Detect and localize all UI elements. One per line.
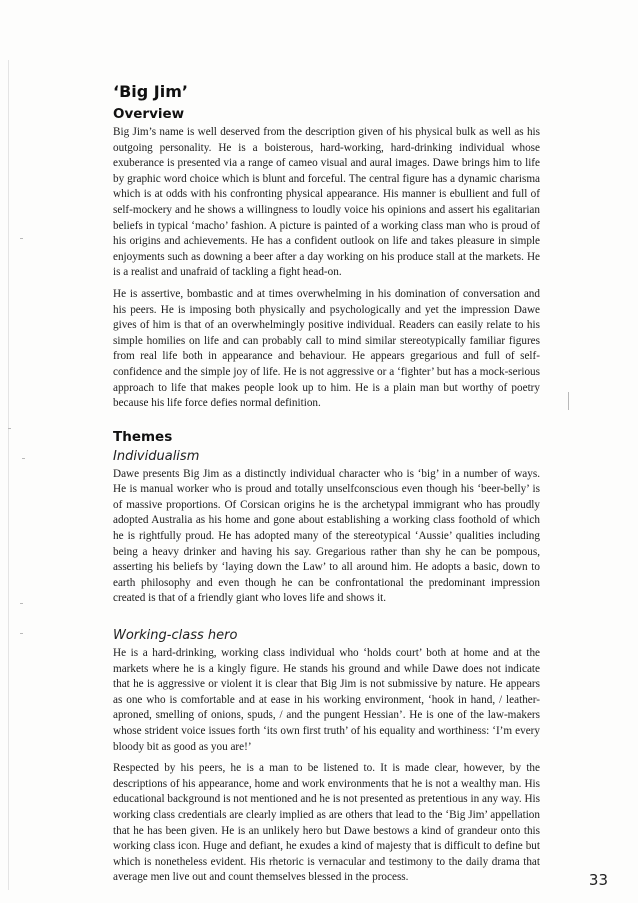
overview-heading: Overview: [113, 106, 185, 122]
working-class-hero-paragraph-2: Respected by his peers, he is a man to be listened to. It is made clear, however, by the descriptions of his appearance, home and work environments that he is not a wealthy man. His educational background is not mentioned and he is not presented as pretentious in any way. His working class credentials are clearly implied as are others that lead to the ‘Big Jim’ appellation that he has been given. He is an unlikely hero but Dawe bestows a kind of grandeur onto this working class icon. Huge and defiant, he exudes a kind of majesty that is difficult to define but which is nonetheless evident. His rhetoric is vernacular and testimony to the daily drama that average men live out and count themselves blessed in the process.: [113, 762, 540, 884]
overview-paragraph-2: He is assertive, bombastic and at times overwhelming in his domination of conversation and his peers. He is imposing both physically and psychologically and yet the impression Dawe gives of him is that of an overwhelmingly positive individual. Readers can easily relate to his simple homilies on life and can probably call to mind similar stereotypically familiar figures from real life both in appearance and behaviour. He appears gregarious and full of self-confidence and the simple joy of life. He is not aggressive or a ‘fighter’ but has a mock-serious approach to life that makes people look up to him. He is a plain man but worthy of poetry because his life force defies normal definition.: [113, 287, 540, 410]
page-number: 33: [588, 871, 608, 889]
scan-speck: [22, 458, 25, 459]
page-title: ‘Big Jim’: [113, 82, 188, 101]
overview-paragraph-1: Big Jim’s name is well deserved from the description given of his physical bulk as well as his outgoing personality. He is a boisterous, hard-working, hard-drinking individual whose exuberance is presented via a range of cameo visual and aural images. Dawe brings him to life by graphic word choice which is blunt and forceful. The central figure has a dynamic charisma which is at odds with his confronting physical appearance. His manner is ebullient and full of self-mockery and he shows a willingness to loudly voice his opinions and assert his egalitarian beliefs in typical ‘macho’ fashion. A picture is painted of a working class man who is proud of his origins and achievements. He has a confident outlook on life and takes pleasure in simple enjoyments such as downing a beer after a day working on his produce stall at the markets. He is a realist and unafraid of tackling a fight head-on.: [113, 126, 540, 279]
scan-speck: [20, 238, 23, 239]
individualism-heading: Individualism: [113, 448, 200, 464]
individualism-paragraph-1: Dawe presents Big Jim as a distinctly individual character who is ‘big’ in a number of ways. He is manual worker who is proud and totally unselfconscious even though his ‘beer-belly’ is of massive proportions. Of Corsican origins he is the archetypal immigrant who has proudly adopted Australia as his home and gone about establishing a working class foothold of which he is rightfully proud. He has adopted many of the stereotypical ‘Aussie’ qualities including being a heavy drinker and having his say. Gregarious rather than shy he can be pompous, asserting his beliefs by ‘laying down the Law’ to all around him. He adopts a basic, down to earth philosophy and even though he can be confrontational the predominant impression created is that of a friendly giant who loves life and shows it.: [113, 467, 540, 605]
scan-edge-line: [8, 60, 9, 890]
document-content: [113, 82, 540, 892]
scan-speck: [568, 392, 569, 410]
scan-speck: [8, 428, 11, 429]
scan-speck: [20, 603, 23, 604]
working-class-hero-heading: Working-class hero: [113, 628, 238, 644]
scan-speck: [20, 633, 23, 634]
themes-heading: Themes: [113, 428, 173, 445]
working-class-hero-paragraph-1: He is a hard-drinking, working class individual who ‘holds court’ both at home and at the markets where he is a kingly figure. He stands his ground and while Dawe does not indicate that he is aggressive or violent it is clear that Big Jim is not submissive by nature. He appears as one who is comfortable and at ease in his working environment, ‘hook in hand, / leather-aproned, smelling of onions, spuds, / and the pungent Hessian’. He is one of the law-makers whose strident voice issues forth ‘its own first truth’ of his equality and worthiness: ‘I’m every bloody bit as good as you are!’: [113, 647, 540, 753]
